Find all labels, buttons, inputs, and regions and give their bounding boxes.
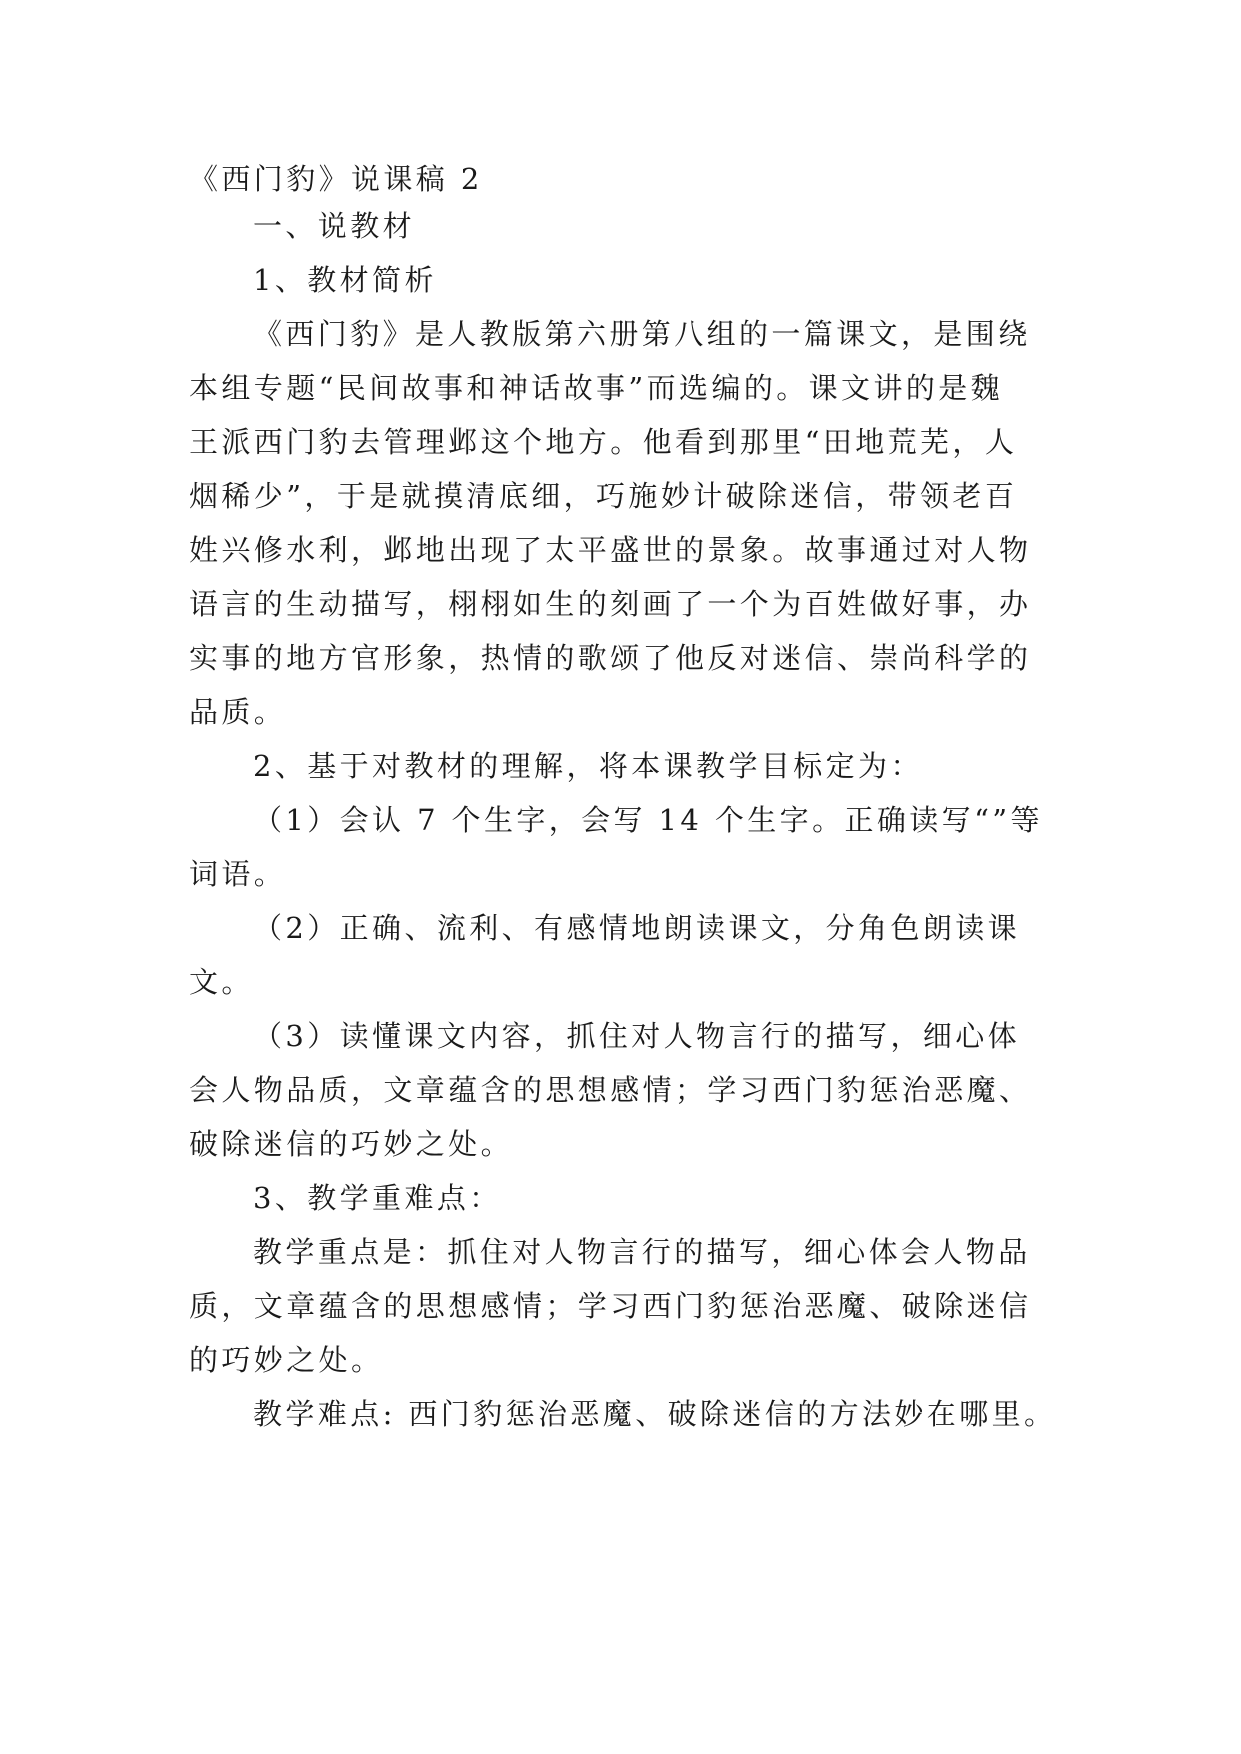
objective-item: 文。 — [189, 965, 254, 999]
objective-item: （2）正确、流利、有感情地朗读课文，分角色朗读课 — [253, 911, 1021, 945]
paragraph-line: 本组专题“民间故事和神话故事”而选编的。课文讲的是魏 — [189, 371, 1004, 405]
paragraph-line: 质，文章蕴含的思想感情；学习西门豹惩治恶魔、破除迷信 — [189, 1289, 1032, 1323]
paragraph-line: 姓兴修水利，邺地出现了太平盛世的景象。故事通过对人物 — [189, 533, 1032, 567]
paragraph-line: 语言的生动描写，栩栩如生的刻画了一个为百姓做好事，办 — [189, 587, 1032, 621]
document-title: 《西门豹》说课稿 2 — [189, 162, 483, 196]
subsection-heading: 2、基于对教材的理解，将本课教学目标定为： — [253, 749, 923, 783]
objective-item: （1）会认 7 个生字，会写 14 个生字。正确读写“”等 — [253, 803, 1043, 837]
paragraph-line: 的巧妙之处。 — [189, 1343, 384, 1377]
objective-item: （3）读懂课文内容，抓住对人物言行的描写，细心体 — [253, 1019, 1021, 1053]
paragraph-line: 品质。 — [189, 695, 287, 729]
objective-item: 会人物品质，文章蕴含的思想感情；学习西门豹惩治恶魔、 — [189, 1073, 1032, 1107]
section-heading: 一、说教材 — [253, 209, 416, 243]
paragraph-line: 烟稀少”，于是就摸清底细，巧施妙计破除迷信，带领老百 — [189, 479, 1018, 513]
paragraph-line: 教学难点: 西门豹惩治恶魔、破除迷信的方法妙在哪里。 — [253, 1397, 1057, 1431]
paragraph-line: 实事的地方官形象，热情的歌颂了他反对迷信、崇尚科学的 — [189, 641, 1032, 675]
paragraph-line: 《西门豹》是人教版第六册第八组的一篇课文，是围绕 — [253, 317, 1031, 351]
objective-item: 破除迷信的巧妙之处。 — [189, 1127, 514, 1161]
objective-item: 词语。 — [189, 857, 287, 891]
subsection-heading: 1、教材简析 — [253, 263, 437, 297]
paragraph-line: 王派西门豹去管理邺这个地方。他看到那里“田地荒芜，人 — [189, 425, 1018, 459]
subsection-heading: 3、教学重难点： — [253, 1181, 502, 1215]
paragraph-line: 教学重点是：抓住对人物言行的描写，细心体会人物品 — [253, 1235, 1031, 1269]
